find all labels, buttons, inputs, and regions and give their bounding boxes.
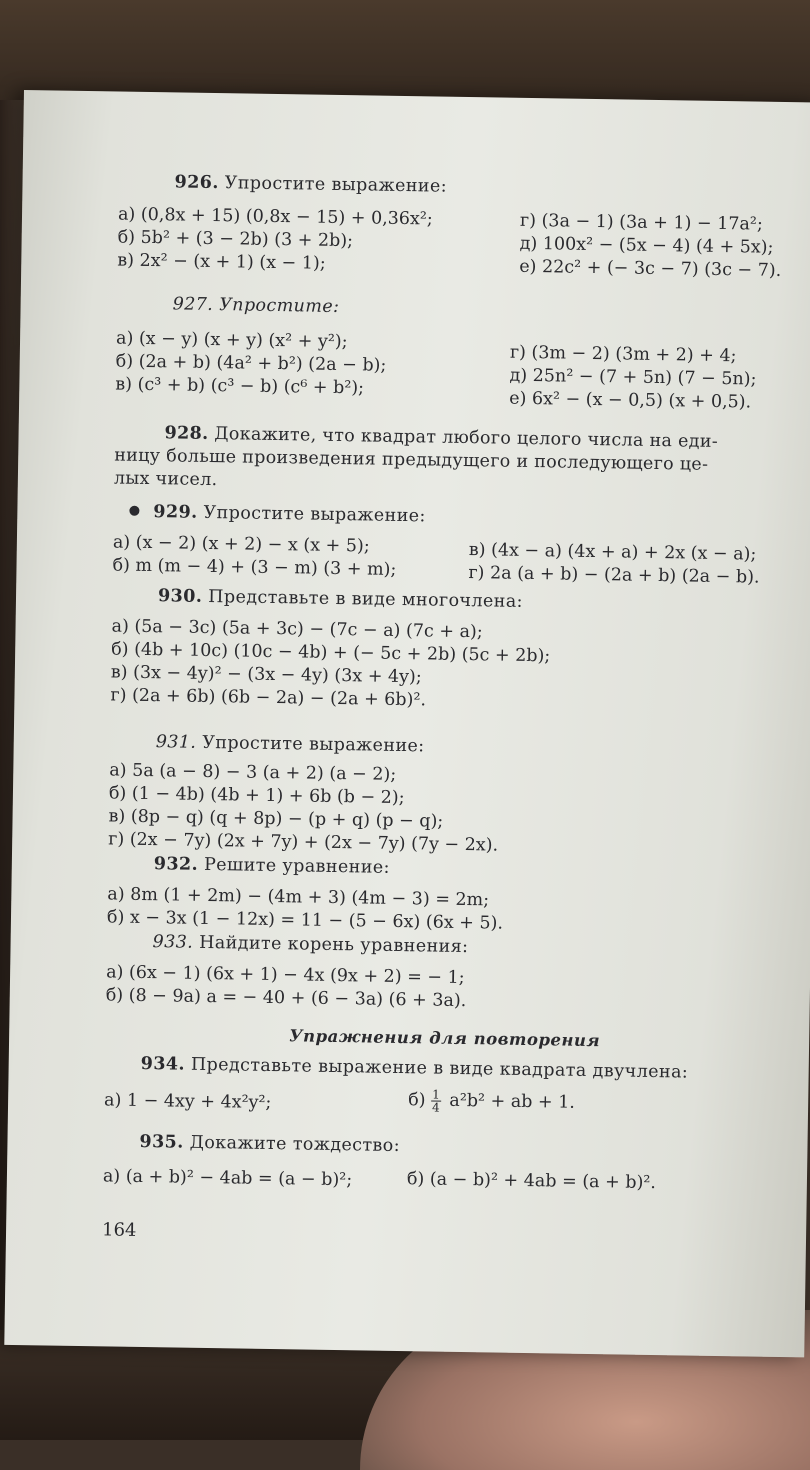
text-line: Докажите, что квадрат любого целого числа на еди- bbox=[214, 424, 719, 452]
expression: а) (0,8x + 15) (0,8x − 15) + 0,36x²; bbox=[117, 204, 433, 230]
page-number: 164 bbox=[101, 1219, 137, 1241]
problem-title: Упростите выражение: bbox=[203, 502, 426, 527]
expression: а) 5a (a − 8) − 3 (a + 2) (a − 2); bbox=[109, 760, 397, 785]
expression: д) 100x² − (5x − 4) (4 + 5x); bbox=[519, 233, 774, 258]
section-title: Упражнения для повторения bbox=[289, 1026, 601, 1051]
problem-number: 927. bbox=[172, 294, 214, 315]
problem-number: 933. bbox=[152, 932, 194, 953]
expression: г) (2a + 6b) (6b − 2a) − (2a + 6b)². bbox=[110, 685, 427, 711]
problem-number: 929. bbox=[153, 502, 198, 523]
expression: б) m (m − 4) + (3 − m) (3 + m); bbox=[112, 555, 397, 580]
expression: в) (8p − q) (q + 8p) − (p + q) (p − q); bbox=[108, 806, 444, 832]
expression: а) (x − 2) (x + 2) − x (x + 5); bbox=[112, 532, 370, 557]
problem-number: 931. bbox=[155, 732, 197, 753]
expression: а) 8m (1 + 2m) − (4m + 3) (4m − 3) = 2m; bbox=[107, 884, 490, 911]
expression: г) 2a (a + b) − (2a + b) (2a − b). bbox=[468, 563, 760, 588]
problem-935-header bbox=[139, 1132, 400, 1156]
problem-926-header bbox=[174, 172, 447, 196]
problem-title: Представьте выражение в виде квадрата двучлена: bbox=[190, 1054, 689, 1083]
expression: а) (x − y) (x + y) (x² + y²); bbox=[115, 328, 348, 353]
expression: в) (c³ + b) (c³ − b) (c⁶ + b²); bbox=[115, 374, 365, 399]
problem-934-a: а) 1 − 4xy + 4x²y²; bbox=[103, 1090, 272, 1114]
problem-935-a: а) (a + b)² − 4ab = (a − b)²; bbox=[102, 1166, 353, 1191]
problem-title: Решите уравнение: bbox=[203, 854, 391, 878]
expression: е) 22c² + (− 3c − 7) (3c − 7). bbox=[519, 256, 782, 281]
problem-931-items bbox=[108, 759, 499, 857]
problem-926-right bbox=[519, 210, 782, 283]
expression: б) (2a + b) (4a² + b²) (2a − b); bbox=[115, 351, 387, 376]
fraction-numerator: 1 bbox=[432, 1087, 440, 1102]
expression: в) (3x − 4y)² − (3x − 4y) (3x + 4y); bbox=[110, 662, 422, 688]
problem-932-header bbox=[154, 854, 390, 878]
problem-number: 928. bbox=[164, 423, 209, 444]
problem-number: 935. bbox=[139, 1131, 184, 1153]
problem-934-header bbox=[141, 1054, 689, 1083]
problem-number: 930. bbox=[157, 586, 203, 607]
problem-934-b bbox=[408, 1088, 575, 1116]
problem-929-header bbox=[129, 502, 426, 527]
problem-title: Упростите: bbox=[219, 295, 340, 317]
text-line: ницу больше произведения предыдущего и последующего це- bbox=[114, 445, 709, 475]
expression: а) (5a − 3c) (5a + 3c) − (7c − a) (7c + a); bbox=[111, 616, 483, 643]
problem-930-items bbox=[110, 615, 550, 714]
expression: в) 2x² − (x + 1) (x − 1); bbox=[117, 250, 326, 274]
textbook-page bbox=[4, 90, 810, 1357]
problem-927-header bbox=[172, 294, 339, 317]
expression: б) (1 − 4b) (4b + 1) + 6b (b − 2); bbox=[108, 783, 405, 809]
problem-title: Докажите тождество: bbox=[189, 1132, 401, 1157]
expression: г) (3a − 1) (3a + 1) − 17a²; bbox=[519, 210, 763, 235]
expression: б) x − 3x (1 − 12x) = 11 − (5 − 6x) (6x + 5). bbox=[106, 907, 504, 934]
expression: б) (8 − 9a) a = − 40 + (6 − 3a) (6 + 3a). bbox=[105, 985, 467, 1012]
problem-number: 934. bbox=[140, 1053, 186, 1075]
problem-number: 926. bbox=[174, 172, 219, 194]
problem-number: 932. bbox=[153, 854, 199, 875]
problem-927-right bbox=[509, 342, 757, 415]
expression: в) (4x − a) (4x + a) + 2x (x − a); bbox=[468, 540, 757, 565]
problem-931-header bbox=[156, 732, 425, 756]
problem-927-left bbox=[115, 327, 387, 400]
problem-932-items bbox=[107, 883, 504, 935]
difficulty-bullet-icon bbox=[129, 506, 139, 516]
problem-title: Упростите выражение: bbox=[202, 732, 425, 757]
problem-title: Представьте в виде многочлена: bbox=[208, 586, 524, 612]
problem-929-left bbox=[112, 531, 397, 581]
expression: б) (4b + 10c) (10c − 4b) + (− 5c + 2b) (5c + 2b); bbox=[111, 639, 551, 667]
fraction-denominator: 4 bbox=[431, 1100, 440, 1115]
expression: е) 6x² − (x − 0,5) (x + 0,5). bbox=[509, 388, 752, 413]
problem-930-header bbox=[158, 586, 523, 612]
expression: a²b² + ab + 1. bbox=[449, 1090, 576, 1113]
problem-title: Найдите корень уравнения: bbox=[199, 932, 469, 958]
expression: б) 5b² + (3 − 2b) (3 + 2b); bbox=[117, 227, 354, 252]
text-line: лых чисел. bbox=[113, 468, 218, 491]
problem-926-left bbox=[117, 203, 433, 277]
problem-933-header bbox=[152, 932, 468, 957]
fraction bbox=[431, 1089, 441, 1114]
expression: г) (3m − 2) (3m + 2) + 4; bbox=[509, 342, 737, 367]
expression: г) (2x − 7y) (2x + 7y) + (2x − 7y) (7y − 2x). bbox=[108, 829, 499, 856]
expression: а) (6x − 1) (6x + 1) − 4x (9x + 2) = − 1; bbox=[105, 962, 465, 989]
problem-933-items bbox=[106, 961, 467, 1013]
problem-935-b: б) (a − b)² + 4ab = (a + b)². bbox=[406, 1169, 657, 1194]
expression: д) 25n² − (7 + 5n) (7 − 5n); bbox=[509, 365, 757, 390]
problem-928 bbox=[114, 421, 795, 501]
item-label: б) bbox=[408, 1090, 426, 1111]
problem-929-right bbox=[468, 539, 760, 590]
problem-title: Упростите выражение: bbox=[224, 173, 448, 197]
